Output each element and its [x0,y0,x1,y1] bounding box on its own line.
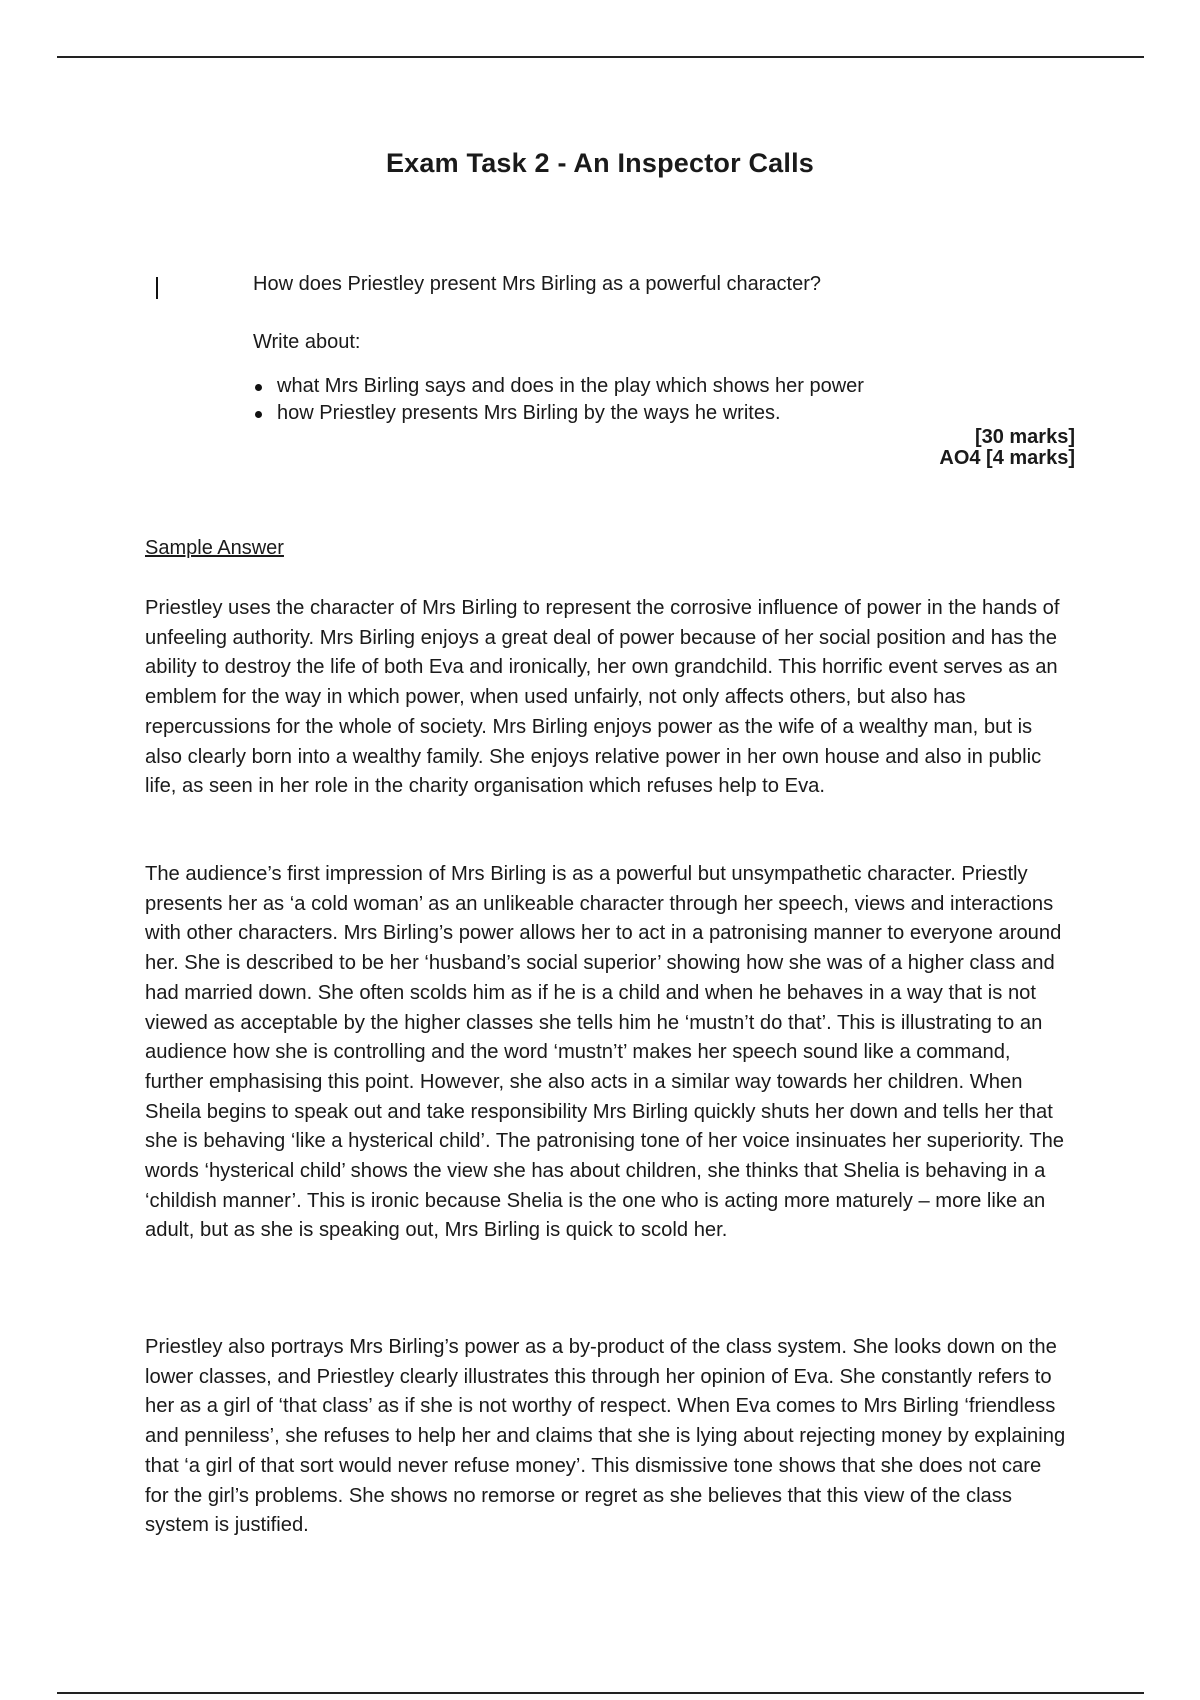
write-about-label: Write about: [253,331,361,353]
list-item [253,373,1113,400]
answer-paragraph-3: Priestley also portrays Mrs Birling’s power as a by-product of the class system. She looks down on the lower classes, and Priestley clearly illustrates this through her opinion of Eva. She constantly refers to her as a girl of ‘that class’ as if she is not worthy of respect. When Eva comes to Mrs Birling ‘friendless and penniless’, she refuses to help her and claims that she is lying about rejecting money by explaining that ‘a girl of that sort would never refuse money’. This dismissive tone shows that she does not care for the girl’s problems. She shows no remorse or regret as she believes that this view of the class system is justified. [145,1336,1066,1537]
list-item [253,400,1113,427]
ao4-marks: AO4 [4 marks] [939,447,1075,469]
sample-answer-heading: Sample Answer [145,537,284,559]
exam-question: How does Priestley present Mrs Birling as a powerful character? [253,273,822,295]
bottom-divider [57,1692,1144,1694]
bullet-icon [255,384,262,391]
bullet-text: how Priestley presents Mrs Birling by the ways he writes. [277,402,781,424]
answer-paragraph-1: Priestley uses the character of Mrs Birling to represent the corrosive influence of power in the hands of unfeeling authority. Mrs Birling enjoys a great deal of power because of her social position and has the ability to destroy the life of both Eva and ironically, her own grandchild. This horrific event serves as an emblem for the way in which power, when used unfairly, not only affects others, but also has repercussions for the whole of society. Mrs Birling enjoys power as the wife of a wealthy man, but is also clearly born into a wealthy family. She enjoys relative power in her own house and also in public life, as seen in her role in the charity organisation which refuses help to Eva. [145,597,1060,798]
bullet-text: what Mrs Birling says and does in the play which shows her power [277,375,864,397]
task-bullet-list [253,373,1113,427]
answer-paragraph-2: The audience’s first impression of Mrs Birling is as a powerful but unsympathetic character. Priestly presents her as ‘a cold woman’ as an unlikeable character through her speech, views and interactions with other characters. Mrs Birling’s power allows her to act in a patronising manner to everyone around her. She is described to be her ‘husband’s social superior’ showing how she was of a higher class and had married down. She often scolds him as if he is a child and when he behaves in a way that is not viewed as acceptable by the higher classes she tells him he ‘mustn’t do that’. This is illustrating to an audience how she is controlling and the word ‘mustn’t’ makes her speech sound like a command, further emphasising this point. However, she also acts in a similar way towards her children. When Sheila begins to speak out and take responsibility Mrs Birling quickly shuts her down and tells her that she is behaving ‘like a hysterical child’. The patronising tone of her voice insinuates her superiority. The words ‘hysterical child’ shows the view she has about children, she thinks that Shelia is behaving in a ‘childish manner’. This is ironic because Shelia is the one who is acting more maturely – more like an adult, but as she is speaking out, Mrs Birling is quick to scold her. [145,863,1065,1242]
bullet-icon [255,411,262,418]
total-marks: [30 marks] [974,426,1075,448]
text-cursor [156,277,158,299]
top-divider [57,56,1144,58]
page-title: Exam Task 2 - An Inspector Calls [385,148,815,178]
marks-allocation [939,427,1075,469]
